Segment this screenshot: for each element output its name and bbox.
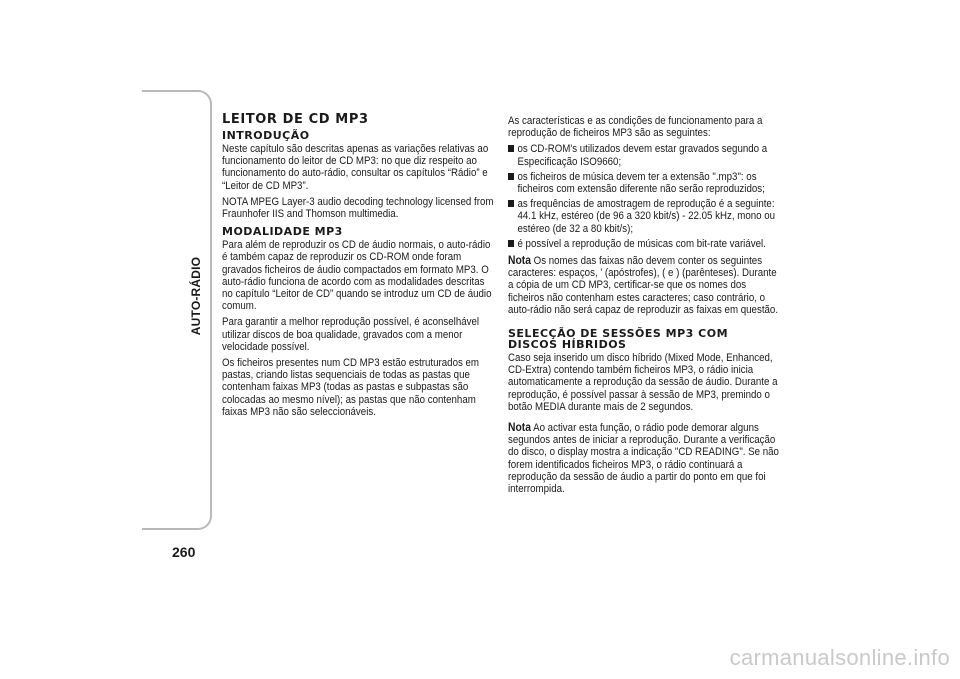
features-intro: As características e as condições de funcionamento para a reprodução de ficheiros MP3 são as seguintes: <box>508 115 763 140</box>
chapter-side-label: AUTO-RÁDIO <box>189 256 203 336</box>
mode-paragraph-3: Os ficheiros presentes num CD MP3 estão estruturados em pastas, criando listas sequenciais de todas as pastas que contenham faixas MP3 (todas as pastas e subpastas são colocadas ao mesmo nível); as pastas que não contenham faixas MP3 não são seleccionáveis. <box>222 357 480 418</box>
note-label: Nota <box>508 253 531 268</box>
mode-paragraph-1: Para além de reproduzir os CD de áudio normais, o auto-rádio é também capaz de reproduzir os CD-ROM onde foram gravados ficheiros de áudio compactados em formato MP3. O auto-rádio funciona de acordo com as modalidades descritas no capítulo “Leitor de CD” quando se introduz um CD de áudio comum. <box>222 239 492 313</box>
intro-paragraph-2: NOTA MPEG Layer-3 audio decoding technology licensed from Fraunhofer IIS and Thomson multimedia. <box>222 195 494 221</box>
section-heading-hybrid: SELECÇÃO DE SESSÕES MP3 COM DISCOS HÍBRIDOS <box>508 327 729 352</box>
watermark-text: carmanualsonline.info <box>729 645 950 670</box>
left-column <box>222 112 497 422</box>
checkbox-bullet-icon <box>508 240 514 247</box>
page-title: LEITOR DE CD MP3 <box>222 112 369 127</box>
section-heading-introducao: INTRODUÇÃO <box>222 129 310 142</box>
note-label: Nota <box>508 420 531 435</box>
list-item: os ficheiros de música devem ter a extensão ".mp3": os ficheiros com extensão diferente não serão reproduzidos; <box>508 171 783 195</box>
checkbox-bullet-icon <box>508 173 514 180</box>
right-column <box>508 115 784 499</box>
intro-paragraph-1: Neste capítulo são descritas apenas as variações relativas ao funcionamento do leitor de CD MP3: no que diz respeito ao funcionamento do auto-rádio, consultar os capítulos “Rádio” e “Leitor de CD MP3”. <box>222 143 489 192</box>
checkbox-bullet-icon <box>508 145 514 152</box>
note-paragraph-2: Nota Ao activar esta função, o rádio pode demorar alguns segundos antes de iniciar a reprodução. Durante a verificação do disco, o display mostra a indicação "CD READING". Se não forem identificados ficheiros MP3, o rádio continuará a reprodução da sessão de áudio a partir do ponto em que foi interrompida. <box>508 420 779 496</box>
mode-paragraph-2: Para garantir a melhor reprodução possível, é aconselhável utilizar discos de boa qualidade, gravados com a menor velocidade possível. <box>222 316 480 353</box>
list-item: os CD-ROM's utilizados devem estar gravados segundo a Especificação ISO9660; <box>508 143 783 167</box>
list-item: as frequências de amostragem de reprodução é a seguinte: 44.1 kHz, estéreo (de 96 a 320 kbit/s) - 22.05 kHz, mono ou estéreo (de 32 a 80 kbit/s); <box>508 198 783 235</box>
note-paragraph-1: Nota Os nomes das faixas não devem conter os seguintes caracteres: espaços, ' (apóstrofes), ( e ) (parênteses). Durante a cópia de um CD MP3, certificar-se que os nomes dos ficheiros não contenham estes caracteres; caso contrário, o auto-rádio não será capaz de reproduzir as faixas em questão. <box>508 253 779 316</box>
list-item: é possível a reprodução de músicas com bit-rate variável. <box>508 238 783 250</box>
section-heading-modalidade: MODALIDADE MP3 <box>222 225 343 239</box>
checkbox-bullet-icon <box>508 200 514 207</box>
features-list <box>508 143 784 250</box>
page-number: 260 <box>172 544 196 560</box>
hybrid-paragraph-1: Caso seja inserido um disco híbrido (Mixed Mode, Enhanced, CD-Extra) contendo também ficheiros MP3, o rádio inicia automaticamente a reprodução da sessão de áudio. Durante a reprodução, é possível passar à sessão de MP3, premindo o botão MEDIA durante mais de 2 segundos. <box>508 352 778 413</box>
